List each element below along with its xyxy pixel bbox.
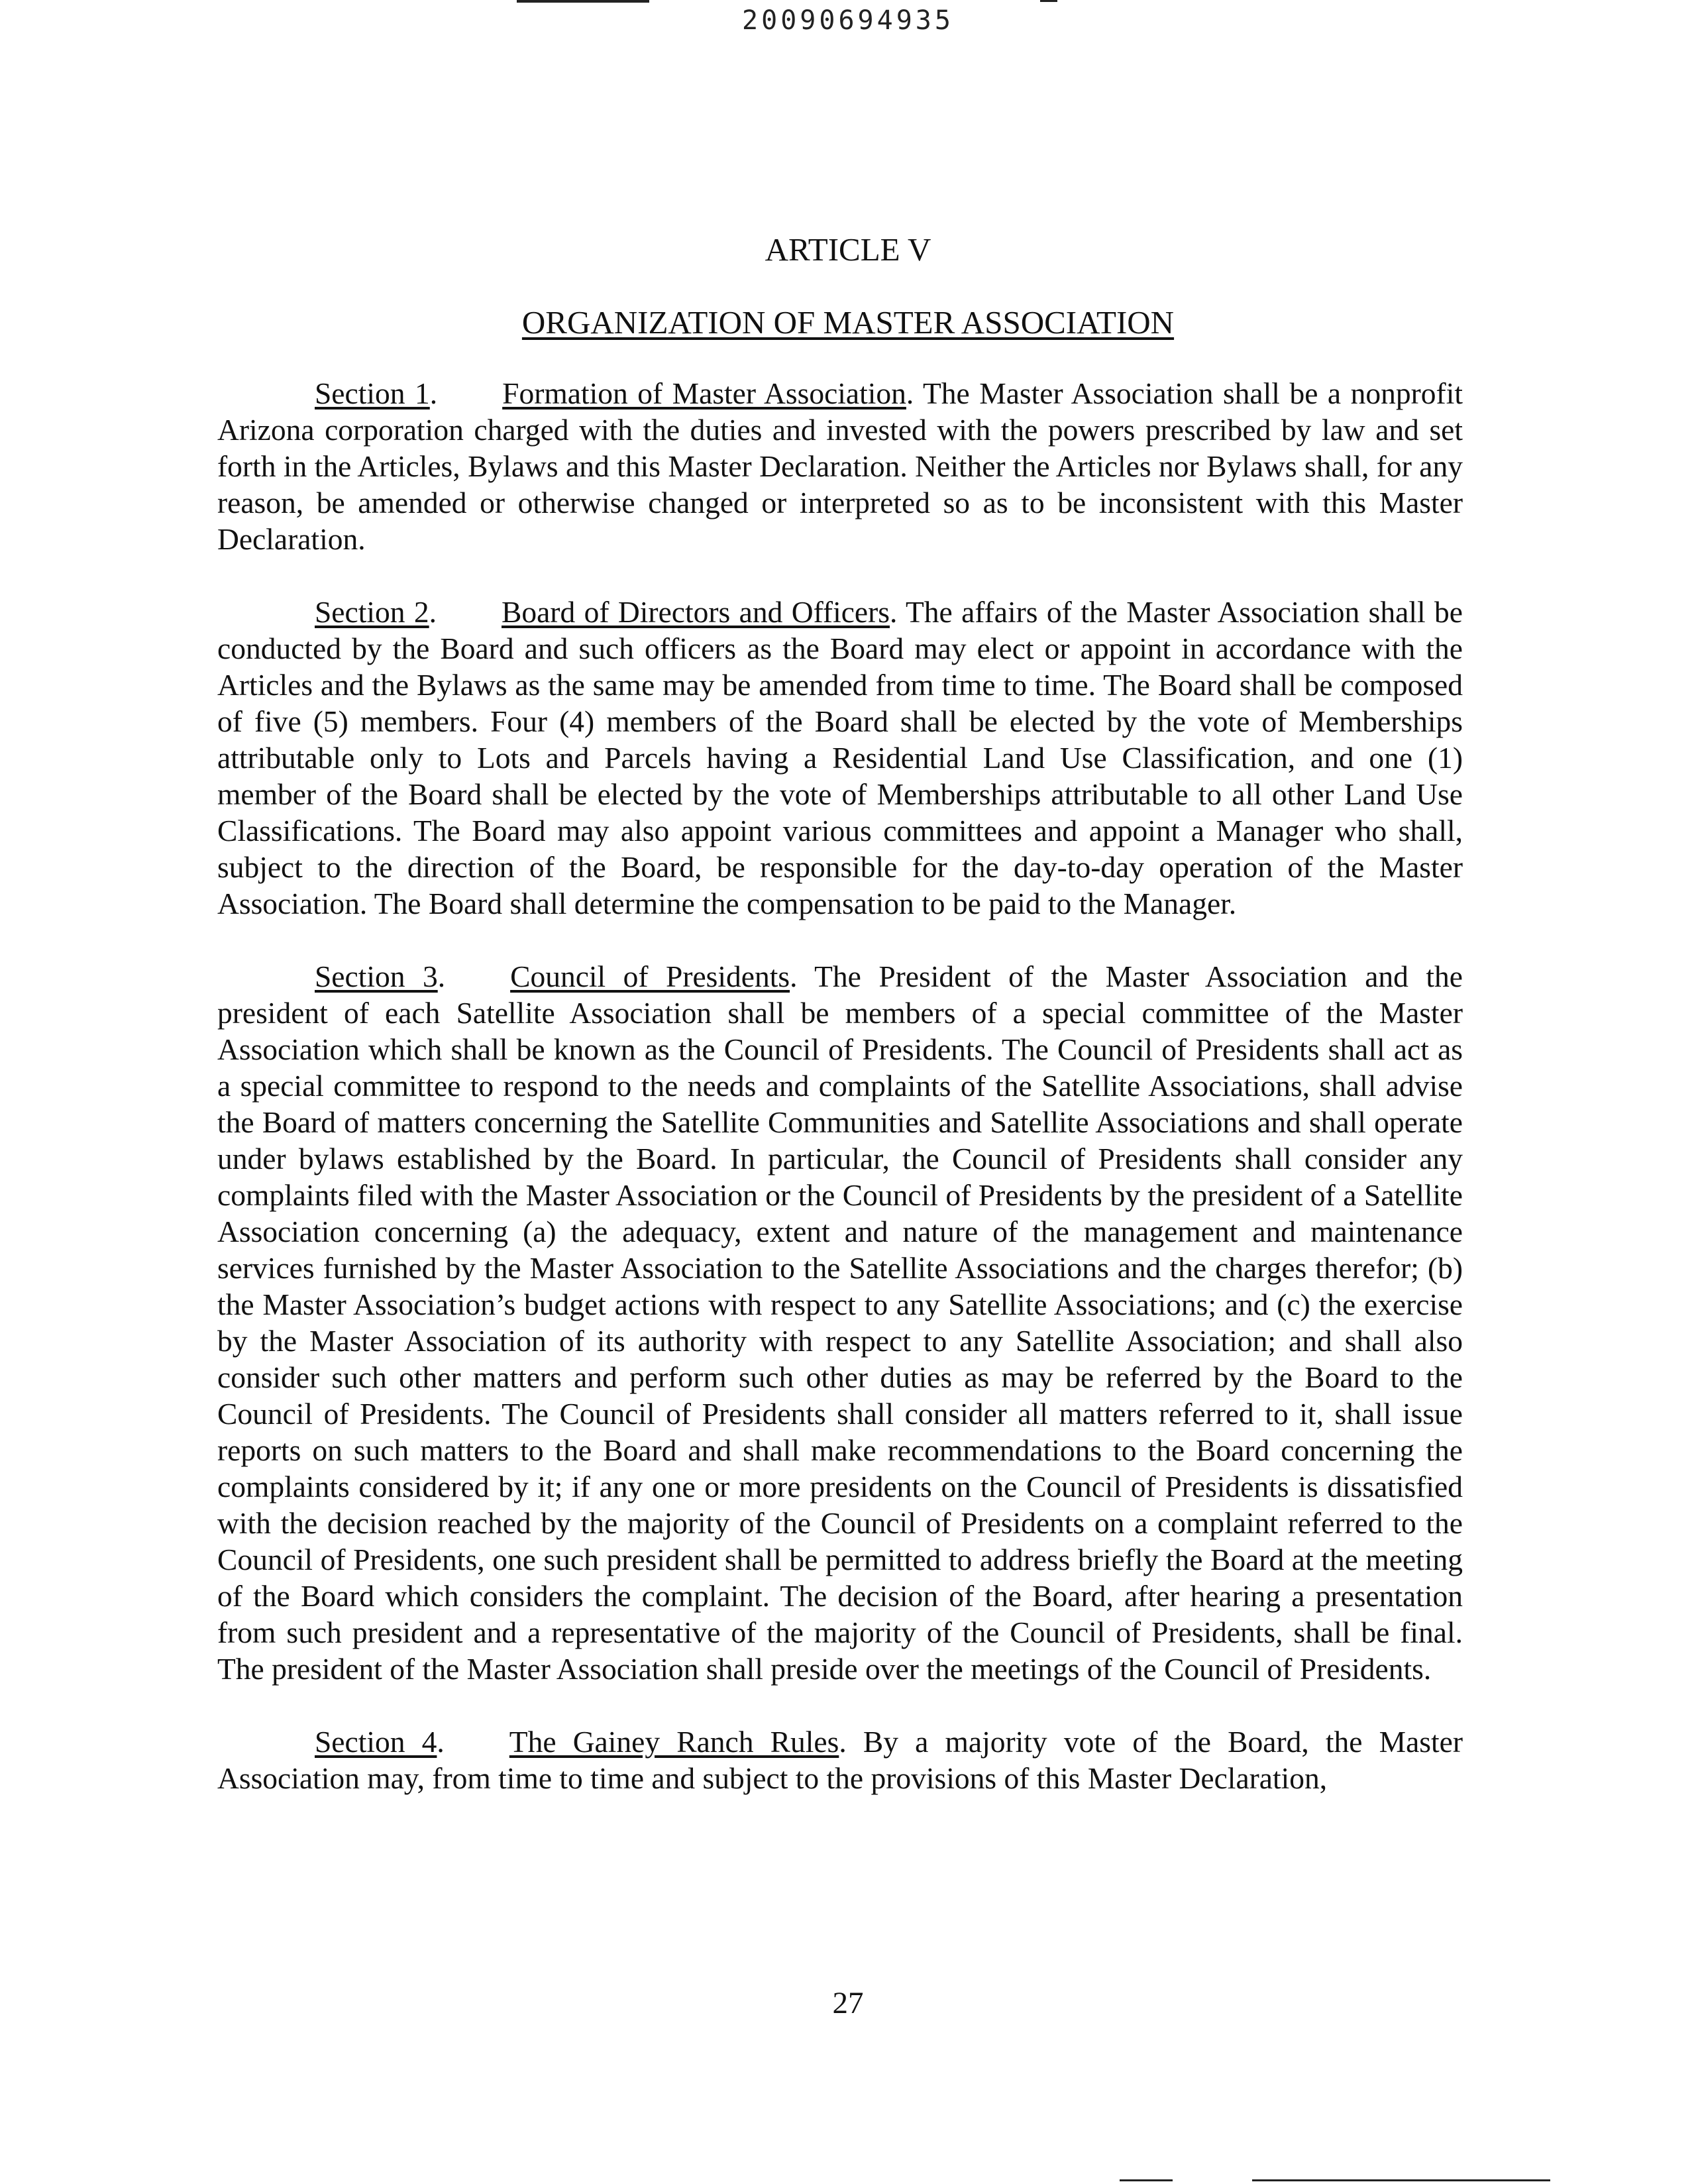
section-3-text: The President of the Master Association and the president of each Satellite Association shall be members of a special committee of the Master Association which shall be known as the Council of Presidents. The Council of Presidents shall act as a special committee to respond to the needs and complaints of the Satellite Associations, shall advise the Board of matters concerning the Satellite Communities and Satellite Associations and shall operate under bylaws established by the Board. In particular, the Council of Presidents shall consider any complaints filed with the Master Association or the Council of Presidents by the president of a Satellite Association concerning (a) the adequacy, extent and nature of the management and maintenance services furnished by the Master Association to the Satellite Associations and the charges therefor; (b) the Master Association’s budget actions with respect to any Satellite Associations; and (c) the exercise by the Master Association of its authority with respect to any Satellite Association; and shall also consider such other matters and perform such other duties as may be referred by the Board to the Council of Presidents. The Council of Presidents shall consider all matters referred to it, shall issue reports on such matters to the Board and shall make recommendations to the Board concerning the complaints considered by it; if any one or more presidents on the Council of Presidents is dissatisfied with the decision reached by the majority of the Council of Presidents on a complaint referred to the Council of Presidents, one such president shall be permitted to address briefly the Board at the meeting of the Board which considers the complaint. The decision of the Board, after hearing a presentation from such president and a representative of the majority of the Council of Presidents, shall be final. The president of the Master Association shall preside over the meetings of the Council of Presidents. [217, 959, 1463, 1686]
top-scan-rule-right [1040, 0, 1057, 2]
bottom-scan-rule-right [1252, 2179, 1550, 2181]
section-4: Section 4. The Gainey Ranch Rules. By a majority vote of the Board, the Master Association may, from time to time and subject to the provisions of this Master Declaration, [217, 1725, 1463, 1795]
section-2-text: The affairs of the Master Association shall be conducted by the Board and such officers as the Board may elect or appoint in accordance with the Articles and the Bylaws as the same may be amended from time to time. The Board shall be composed of five (5) members. Four (4) members of the Board shall be elected by the vote of Memberships attributable only to Lots and Parcels having a Residential Land Use Classification, and one (1) member of the Board shall be elected by the vote of Memberships attributable to all other Land Use Classifications. The Board may also appoint various committees and appoint a Manager who shall, subject to the direction of the Board, be responsible for the day-to-day operation of the Master Association. The Board shall determine the compensation to be paid to the Manager. [217, 595, 1463, 920]
section-2: Section 2. Board of Directors and Officers. The affairs of the Master Association shall be conducted by the Board and such officers as the Board may elect or appoint in accordance with the Articles and the Bylaws as the same may be amended from time to time. The Board shall be composed of five (5) members. Four (4) members of the Board shall be elected by the vote of Memberships attributable only to Lots and Parcels having a Residential Land Use Classification, and one (1) member of the Board shall be elected by the vote of Memberships attributable to all other Land Use Classifications. The Board may also appoint various committees and appoint a Manager who shall, subject to the direction of the Board, be responsible for the day-to-day operation of the Master Association. The Board shall determine the compensation to be paid to the Manager. [217, 595, 1463, 920]
section-3-number: Section 3 [315, 959, 438, 993]
section-2-title: Board of Directors and Officers [502, 595, 890, 629]
section-1: Section 1. Formation of Master Association. The Master Association shall be a nonprofit Arizona corporation charged with the duties and invested with the powers prescribed by law and set forth in the Articles, Bylaws and this Master Declaration. Neither the Articles nor Bylaws shall, for any reason, be amended or otherwise changed or interpreted so as to be inconsistent with this Master Declaration. [217, 376, 1463, 556]
section-4-title: The Gainey Ranch Rules [509, 1725, 839, 1759]
article-body [217, 375, 1463, 1833]
section-1-title: Formation of Master Association [502, 376, 906, 410]
document-number: 20090694935 [742, 5, 954, 36]
section-3: Section 3. Council of Presidents. The President of the Master Association and the president of each Satellite Association shall be members of a special committee of the Master Association which shall be known as the Council of Presidents. The Council of Presidents shall act as a special committee to respond to the needs and complaints of the Satellite Associations, shall advise the Board of matters concerning the Satellite Communities and Satellite Associations and shall operate under bylaws established by the Board. In particular, the Council of Presidents shall consider any complaints filed with the Master Association or the Council of Presidents by the president of a Satellite Association concerning (a) the adequacy, extent and nature of the management and maintenance services furnished by the Master Association to the Satellite Associations and the charges therefor; (b) the Master Association’s budget actions with respect to any Satellite Associations; and (c) the exercise by the Master Association of its authority with respect to any Satellite Association; and shall also consider such other matters and perform such other duties as may be referred by the Board to the Council of Presidents. The Council of Presidents shall consider all matters referred to it, shall issue reports on such matters to the Board and shall make recommendations to the Board concerning the complaints considered by it; if any one or more presidents on the Council of Presidents is dissatisfied with the decision reached by the majority of the Council of Presidents on a complaint referred to the Council of Presidents, one such president shall be permitted to address briefly the Board at the meeting of the Board which considers the complaint. The decision of the Board, after hearing a presentation from such president and a representative of the majority of the Council of Presidents, shall be final. The president of the Master Association shall preside over the meetings of the Council of Presidents. [217, 959, 1463, 1686]
bottom-scan-rule-left [1120, 2179, 1173, 2181]
article-heading: ORGANIZATION OF MASTER ASSOCIATION [521, 304, 1175, 341]
section-4-number: Section 4 [315, 1725, 437, 1759]
page-number: 27 [832, 1986, 864, 2020]
section-1-number: Section 1 [315, 376, 430, 410]
section-3-title: Council of Presidents [510, 959, 790, 993]
top-scan-rule-left [517, 0, 649, 3]
article-title: ARTICLE V [765, 231, 931, 268]
section-4-text: By a majority vote of the Board, the Master Association may, from time to time and subject to the provisions of this Master Declaration, [217, 1725, 1463, 1795]
section-2-number: Section 2 [315, 595, 429, 629]
section-1-text: The Master Association shall be a nonprofit Arizona corporation charged with the duties and invested with the powers prescribed by law and set forth in the Articles, Bylaws and this Master Declaration. Neither the Articles nor Bylaws shall, for any reason, be amended or otherwise changed or interpreted so as to be inconsistent with this Master Declaration. [217, 376, 1463, 556]
